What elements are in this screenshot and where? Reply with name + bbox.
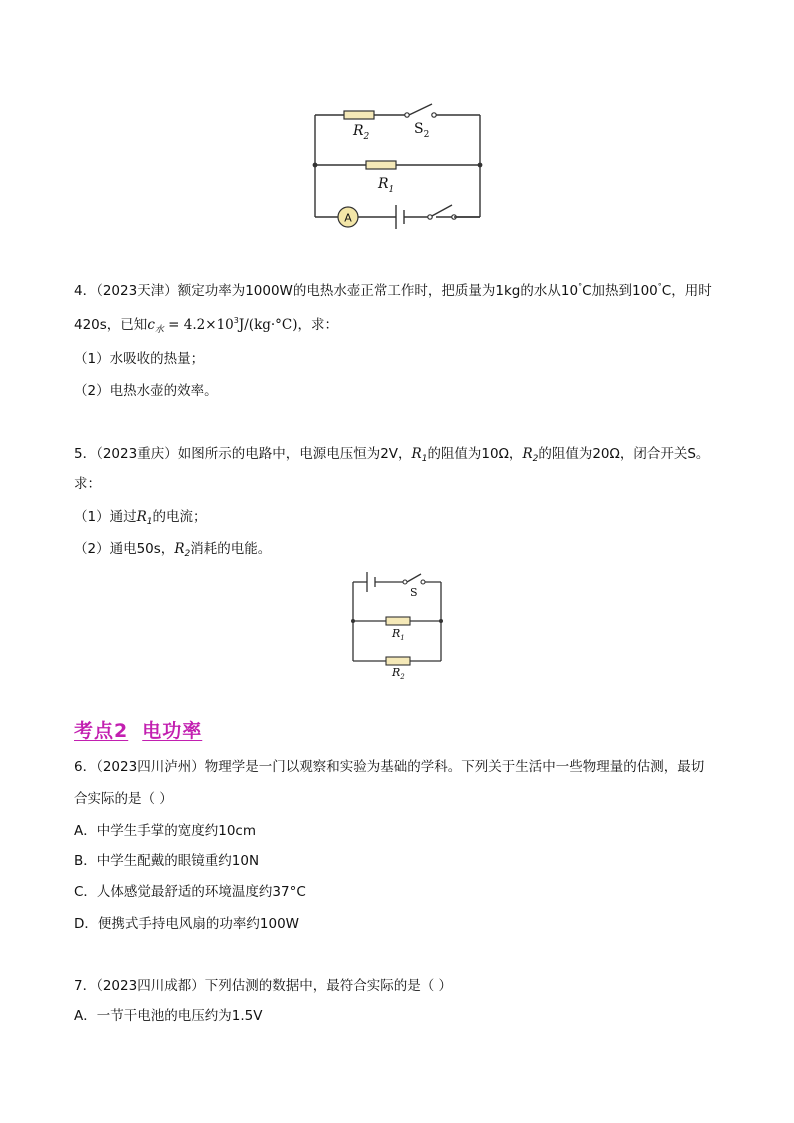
switch-s-contact-right (421, 580, 425, 584)
label-r1: R (378, 176, 389, 192)
q5-sub1: （1）通过$R_1$的电流； (74, 509, 207, 527)
switch-bottom-contact-left (428, 215, 432, 219)
section-label: 考点2 (74, 720, 129, 742)
q6-option-a: A．中学生手掌的宽度约10cm (74, 823, 256, 839)
switch-s2-blade (409, 104, 432, 115)
label-r1: R (392, 627, 401, 640)
circuit-diagram-1 (300, 95, 500, 230)
switch-s2-contact-left (405, 113, 409, 117)
q7-line1: 7．（2023四川成都）下列估测的数据中，最符合实际的是（ ） (74, 978, 452, 994)
q6-option-d: D．便携式手持电风扇的功率约100W (74, 916, 300, 932)
label-r2-sub: 2 (400, 673, 405, 681)
q6-option-b: B．中学生配戴的眼镜重约10N (74, 853, 260, 869)
label-s: S (410, 586, 418, 599)
q6-line2: 合实际的是（ ） (74, 791, 173, 807)
junction-right (439, 619, 443, 623)
svg-text:R1 (377, 176, 394, 195)
switch-s-contact-left (403, 580, 407, 584)
q4-sub2: （2）电热水壶的效率。 (74, 383, 218, 399)
q5-sub2: （2）通电50s，$R_2$消耗的电能。 (74, 541, 272, 559)
section-title: 电功率 (142, 720, 203, 742)
q4-line1: 4．（2023天津）额定功率为1000W的电热水壶正常工作时，把质量为1kg的水从10°C加热到100°C，用时 (74, 282, 712, 299)
q7-option-a: A．一节干电池的电压约为1.5V (74, 1008, 263, 1024)
junction-right (478, 163, 483, 168)
q6-option-c: C．人体感觉最舒适的环境温度约37°C (74, 884, 306, 900)
label-r2: R (392, 666, 401, 679)
label-r1-sub: 1 (400, 634, 405, 642)
q4-sub1: （1）水吸收的热量； (74, 351, 205, 367)
q4-line2: 420s，已知$c_水 = 4.2\times 10^3J/(kg\cdot^\circ C)$，求： (74, 316, 339, 335)
section-heading (74, 716, 202, 743)
resistor-r1 (366, 161, 396, 169)
specific-heat-symbol: c (147, 317, 155, 333)
q5-line2: 求： (74, 476, 101, 492)
q5-line1: 5．（2023重庆）如图所示的电路中，电源电压恒为2V，$R_1$的阻值为10Ω，$R_2$的阻值为20Ω，闭合开关S。 (74, 446, 710, 464)
svg-text:R1 (391, 627, 405, 642)
resistor-r2 (344, 111, 374, 119)
q6-line1: 6．（2023四川泸州）物理学是一门以观察和实验为基础的学科。下列关于生活中一些物理量的估测，最切 (74, 759, 705, 775)
junction-left (351, 619, 355, 623)
label-s2-sub: 2 (423, 130, 430, 140)
svg-text:R2 (391, 666, 405, 681)
ammeter-label: A (344, 211, 352, 225)
switch-s2-contact-right (432, 113, 436, 117)
label-r1-sub: 1 (388, 185, 395, 195)
svg-text:S2 (414, 121, 429, 140)
circuit-diagram-2 (345, 570, 450, 682)
switch-bottom-blade (430, 205, 452, 217)
label-r2-sub: 2 (363, 132, 370, 142)
resistor-r1 (386, 617, 410, 625)
junction-left (313, 163, 318, 168)
resistor-r2 (386, 657, 410, 665)
svg-text:R2 (352, 123, 370, 142)
switch-s-blade (407, 574, 421, 582)
label-r2: R (353, 123, 364, 139)
label-s2: S (414, 121, 424, 137)
